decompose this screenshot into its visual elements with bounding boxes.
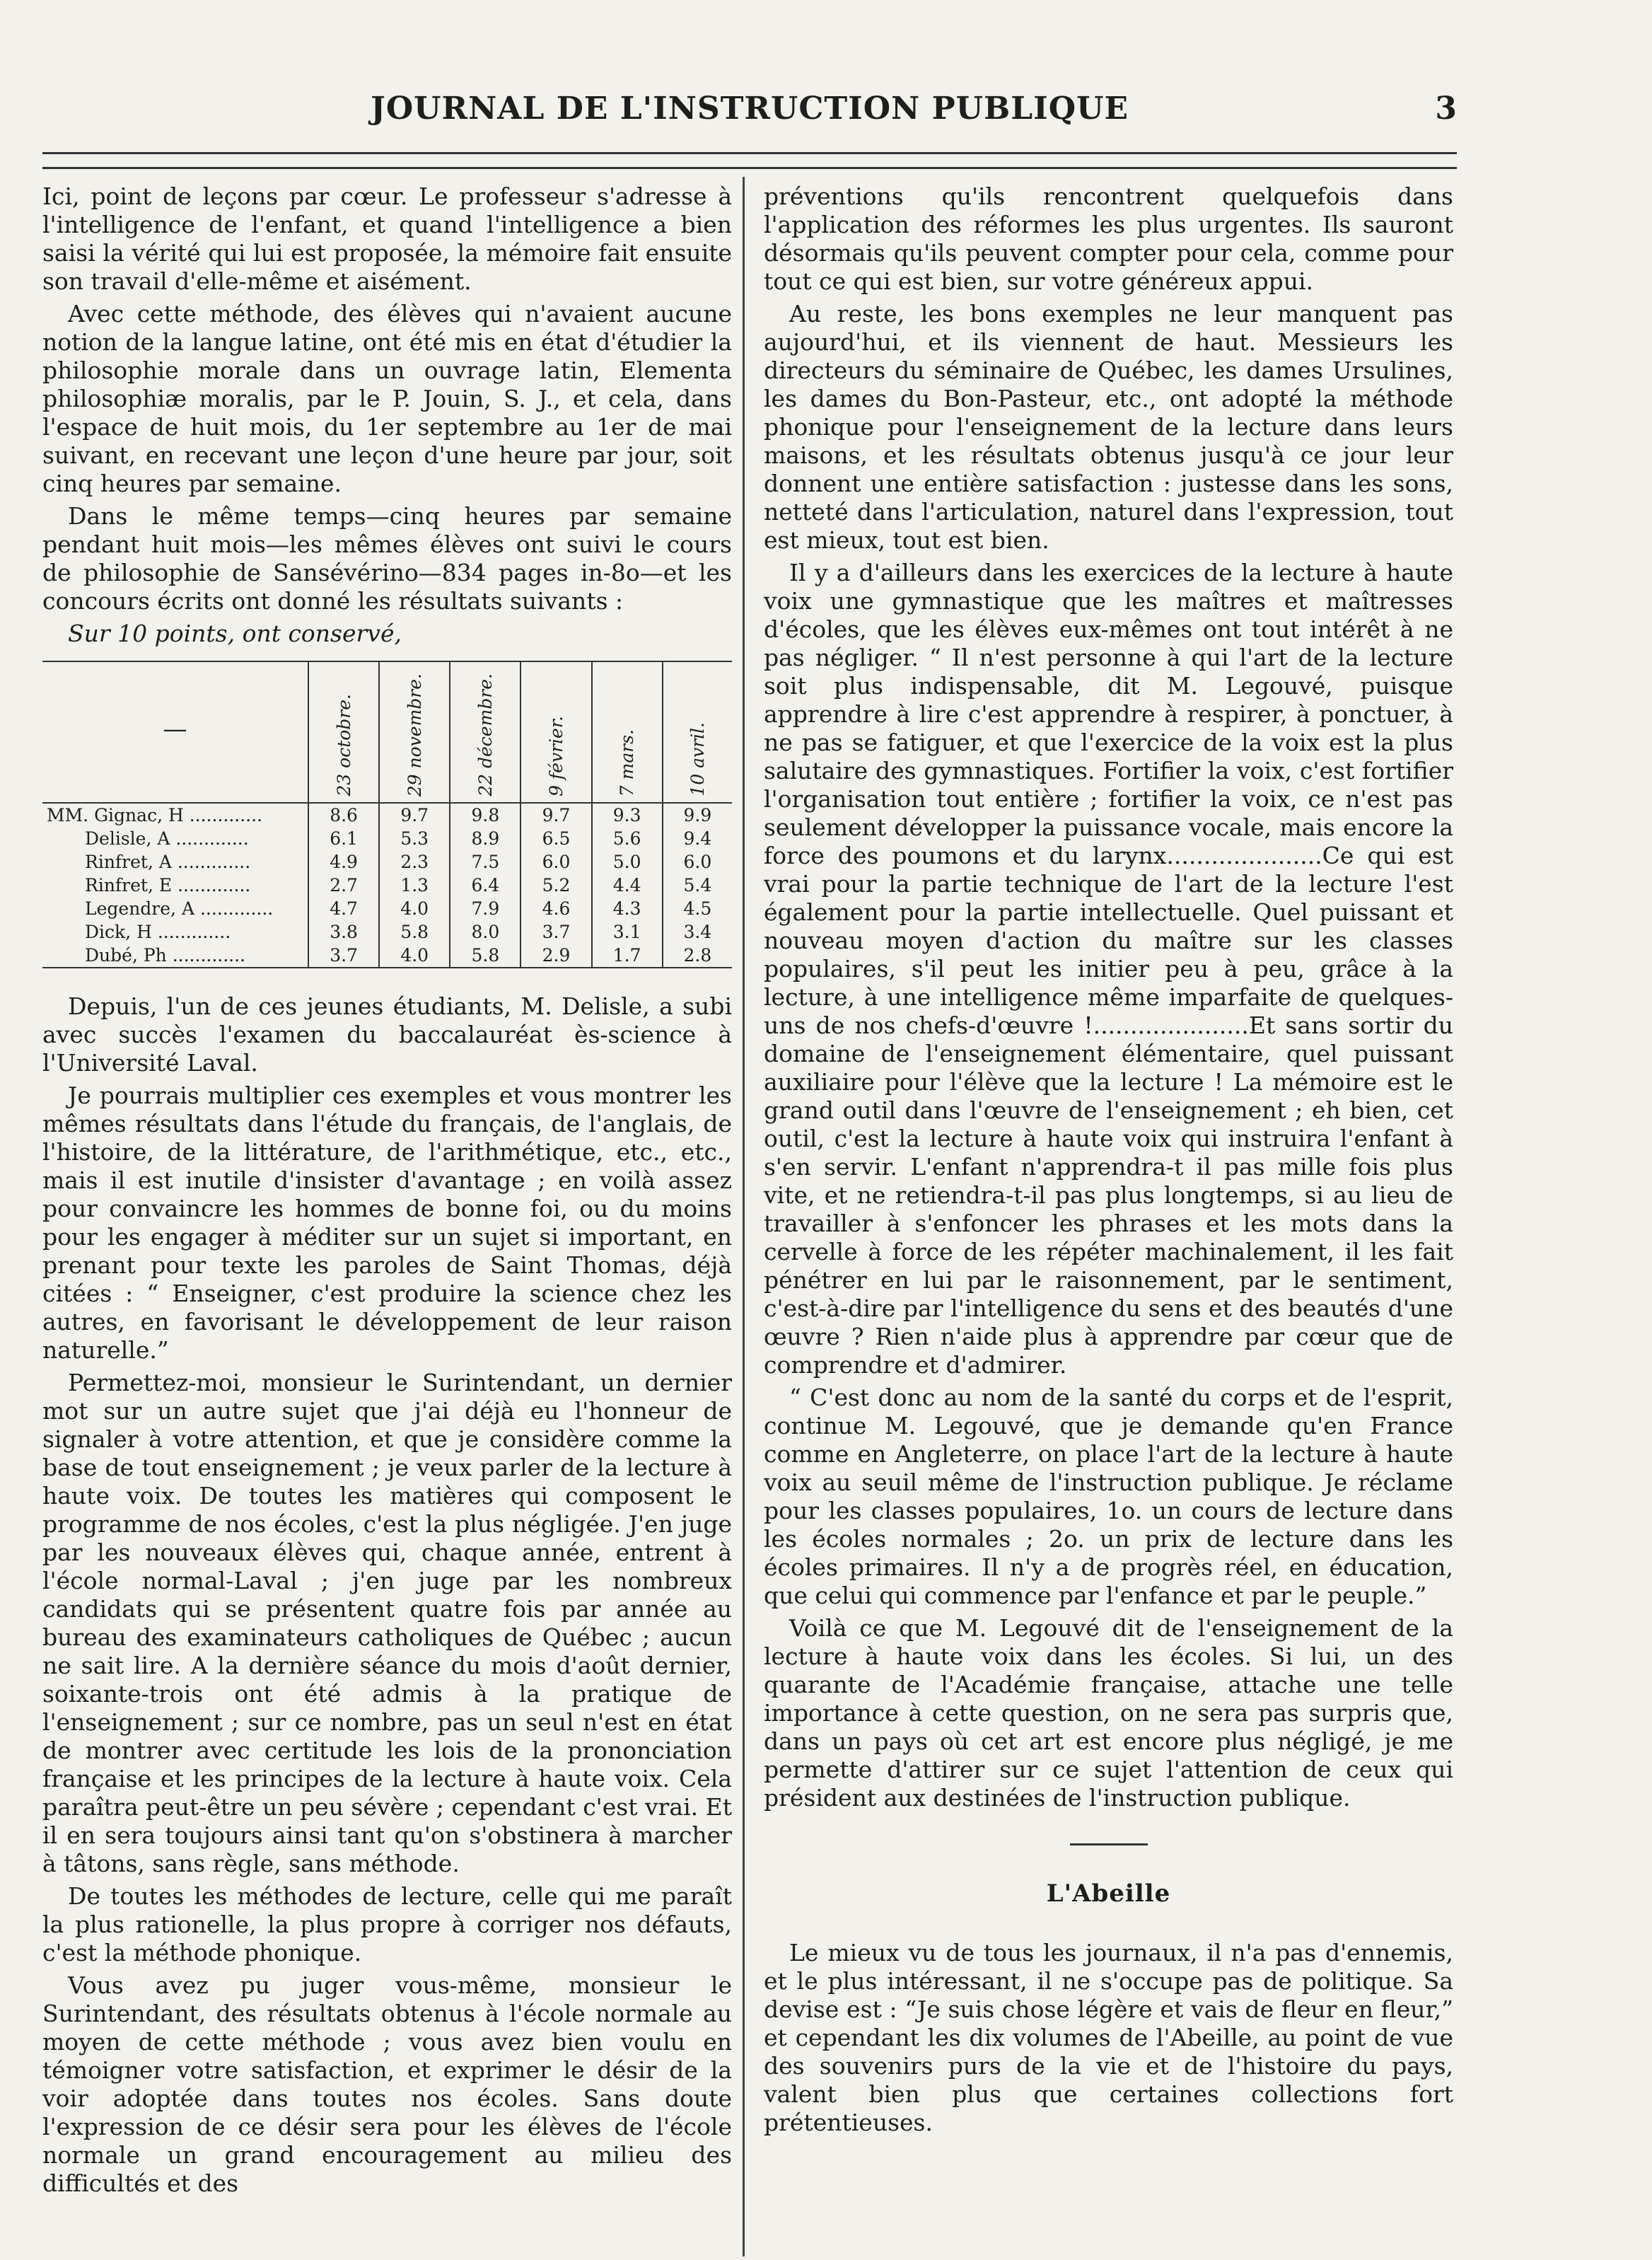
score-cell: 4.9 (308, 850, 379, 874)
date-header: 29 novembre. (379, 661, 450, 803)
table-row (42, 850, 732, 874)
score-cell: 4.0 (379, 944, 450, 968)
running-header (42, 91, 1457, 140)
student-name: Dubé, Ph ............. (42, 944, 308, 968)
paragraph: Depuis, l'un de ces jeunes étudiants, M. Delisle, a subi avec succès l'examen du baccalauréat ès-science à l'Université Laval. (42, 992, 732, 1077)
score-cell: 8.6 (308, 803, 379, 827)
results-table (42, 661, 732, 968)
table-row (42, 920, 732, 944)
page-number: 3 (1435, 91, 1457, 127)
date-header: 10 avril. (663, 661, 732, 803)
header-rule (42, 152, 1457, 154)
score-cell: 2.9 (520, 944, 591, 968)
date-header: 22 décembre. (450, 661, 520, 803)
score-cell: 7.9 (450, 897, 520, 920)
score-cell: 4.5 (663, 897, 732, 920)
paragraph: Dans le même temps—cinq heures par semaine pendant huit mois—les mêmes élèves ont suivi le cours de philosophie de Sansévérino—834 pages in-8o—et les concours écrits ont donné les résultats suivants : (42, 502, 732, 615)
score-cell: 4.4 (592, 874, 663, 897)
paragraph: Ici, point de leçons par cœur. Le professeur s'adresse à l'intelligence de l'enfant, et quand l'intelligence a bien saisi la vérité qui lui est proposée, la mémoire fait ensuite son travail d'elle-même et aisément. (42, 182, 732, 295)
date-header: 7 mars. (592, 661, 663, 803)
table-rubric: Sur 10 points, ont conservé, (68, 620, 402, 647)
score-cell: 6.0 (663, 850, 732, 874)
score-cell: 1.7 (592, 944, 663, 968)
score-cell: 1.3 (379, 874, 450, 897)
column-rule (743, 177, 745, 2256)
score-cell: 4.0 (379, 897, 450, 920)
score-cell: 6.0 (520, 850, 591, 874)
paragraph: Au reste, les bons exemples ne leur manquent pas aujourd'hui, et ils viennent de haut. Messieurs les directeurs du séminaire de Québec, les dames Ursulines, les dames du Bon-Pasteur, etc., ont adopté la méthode phonique pour l'enseignement de la lecture dans leurs maisons, et les résultats obtenus jusqu'à ce jour leur donnent une entière satisfaction : justesse dans les sons, netteté dans l'articulation, naturel dans l'expression, tout est mieux, tout est bien. (764, 300, 1453, 554)
score-cell: 9.3 (592, 803, 663, 827)
date-header: 23 octobre. (308, 661, 379, 803)
name-column-header: — (42, 661, 308, 803)
score-cell: 8.9 (450, 827, 520, 850)
score-cell: 2.7 (308, 874, 379, 897)
score-cell: 9.7 (520, 803, 591, 827)
score-cell: 9.9 (663, 803, 732, 827)
student-name: MM. Gignac, H ............. (47, 805, 263, 825)
score-cell: 3.7 (308, 944, 379, 968)
student-name: Legendre, A ............. (85, 898, 274, 919)
paragraph: Je pourrais multiplier ces exemples et vous montrer les mêmes résultats dans l'étude du français, de l'anglais, de l'histoire, de la littérature, de l'arithmétique, etc., etc., mais il est inutile d'insister d'avantage ; en voilà assez pour convaincre les hommes de bonne foi, ou du moins pour les engager à méditer sur un sujet si important, en prenant pour texte les paroles de Saint Thomas, déjà citées : “ Enseigner, c'est produire la science chez les autres, en favorisant le développement de leur raison naturelle.” (42, 1082, 732, 1364)
score-cell: 4.6 (520, 897, 591, 920)
table-row (42, 897, 732, 920)
student-name: Rinfret, A ............. (85, 852, 251, 872)
left-column (42, 182, 732, 2202)
score-cell: 9.4 (663, 827, 732, 850)
header-rule-secondary (42, 167, 1457, 169)
date-header: 9 février. (520, 661, 591, 803)
score-cell: 6.5 (520, 827, 591, 850)
paragraph: “ C'est donc au nom de la santé du corps et de l'esprit, continue M. Legouvé, que je demande qu'en France comme en Angleterre, on place l'art de la lecture à haute voix au seuil même de l'instruction publique. Je réclame pour les classes populaires, 1o. un cours de lecture dans les écoles normales ; 2o. un prix de lecture dans les écoles primaires. Il n'y a de progrès réel, en éducation, que celui qui commence par l'enfance et par le peuple.” (764, 1384, 1453, 1609)
score-cell: 5.2 (520, 874, 591, 897)
table-row (42, 874, 732, 897)
score-cell: 9.7 (379, 803, 450, 827)
score-cell: 6.4 (450, 874, 520, 897)
score-cell: 4.3 (592, 897, 663, 920)
paragraph: De toutes les méthodes de lecture, celle qui me paraît la plus rationelle, la plus propre à corriger nos défauts, c'est la méthode phonique. (42, 1882, 732, 1966)
paragraph: Vous avez pu juger vous-même, monsieur le Surintendant, des résultats obtenus à l'école normale au moyen de cette méthode ; vous avez bien voulu en témoigner votre satisfaction, et exprimer le désir de la voir adoptée dans toutes nos écoles. Sans doute l'expression de ce désir sera pour les élèves de l'école normale un grand encouragement au milieu des difficultés et des (42, 1971, 732, 2197)
table-row (42, 803, 732, 827)
score-cell: 3.7 (520, 920, 591, 944)
section-title: L'Abeille (1046, 1879, 1171, 1908)
right-column (764, 182, 1453, 2141)
score-cell: 3.8 (308, 920, 379, 944)
score-cell: 8.0 (450, 920, 520, 944)
table-row (42, 944, 732, 968)
student-name: Rinfret, E ............. (85, 875, 251, 896)
score-cell: 5.6 (592, 827, 663, 850)
paragraph: préventions qu'ils rencontrent quelquefois dans l'application des réformes les plus urgentes. Ils sauront désormais qu'ils peuvent compter pour cela, comme pour tout ce qui est bien, sur votre généreux appui. (764, 182, 1453, 295)
table-header-row (42, 661, 732, 803)
score-cell: 7.5 (450, 850, 520, 874)
student-name: Delisle, A ............. (85, 828, 249, 849)
score-cell: 4.7 (308, 897, 379, 920)
score-cell: 5.0 (592, 850, 663, 874)
score-cell: 3.1 (592, 920, 663, 944)
paragraph: Permettez-moi, monsieur le Surintendant, un dernier mot sur un autre sujet que j'ai déjà eu l'honneur de signaler à votre attention, et que je considère comme la base de tout enseignement ; je veux parler de la lecture à haute voix. De toutes les matières qui composent le programme de nos écoles, c'est la plus négligée. J'en juge par les nouveaux élèves qui, chaque année, entrent à l'école normal-Laval ; j'en juge par les nombreux candidats qui se présentent quatre fois par année au bureau des examinateurs catholiques de Québec ; aucun ne sait lire. A la dernière séance du mois d'août dernier, soixante-trois ont été admis à la pratique de l'enseignement ; sur ce nombre, pas un seul n'est en état de montrer avec certitude les lois de la prononciation française et les principes de la lecture à haute voix. Cela paraîtra peut-être un peu sévère ; cependant c'est vrai. Et il en sera toujours ainsi tant qu'on s'obstinera à marcher à tâtons, sans règle, sans méthode. (42, 1369, 732, 1877)
student-name: Dick, H ............. (85, 922, 231, 942)
section-divider (1070, 1843, 1148, 1845)
score-cell: 5.8 (450, 944, 520, 968)
table-row (42, 827, 732, 850)
paragraph: Le mieux vu de tous les journaux, il n'a pas d'ennemis, et le plus intéressant, il ne s'occupe pas de politique. Sa devise est : “Je suis chose légère et vais de fleur en fleur,” et cependant les dix volumes de l'Abeille, au point de vue des souvenirs purs de la vie et de l'histoire du pays, valent bien plus que certaines collections fort prétentieuses. (764, 1939, 1453, 2136)
paragraph: Il y a d'ailleurs dans les exercices de la lecture à haute voix une gymnastique que les maîtres et maîtresses d'écoles, que les élèves eux-mêmes ont tout intérêt à ne pas négliger. “ Il n'est personne à qui l'art de la lecture soit plus indispensable, dit M. Legouvé, puisque apprendre à lire c'est apprendre à respirer, à ponctuer, à ne pas se fatiguer, et que l'exercice de la voix est la plus salutaire des gymnastiques. Fortifier la voix, c'est fortifier l'organisation tout entière ; fortifier la voix, ce n'est pas seulement développer la puissance vocale, mais encore la force des poumons et du larynx.....................Ce qui est vrai pour la partie technique de l'art de la lecture l'est également pour la partie intellectuelle. Quel puissant et nouveau moyen d'action du maître sur les classes populaires, s'il peut les initier peu à peu, grâce à la lecture, à une intelligence même imparfaite de quelques-uns de nos chefs-d'œuvre !.....................Et sans sortir du domaine de l'enseignement élémentaire, quel puissant auxiliaire pour l'élève que la lecture ! La mémoire est le grand outil dans l'œuvre de l'enseignement ; eh bien, cet outil, c'est la lecture à haute voix qui instruira l'enfant à s'en servir. L'enfant n'apprendra-t il pas mille fois plus vite, et ne retiendra-t-il pas plus longtemps, si au lieu de travailler à s'enfoncer les phrases et les mots dans la cervelle à force de les répéter machinalement, il les fait pénétrer en lui par le raisonnement, par le sentiment, c'est-à-dire par l'intelligence du sens et des beautés d'une œuvre ? Rien n'aide plus à apprendre par cœur que de comprendre et d'admirer. (764, 559, 1453, 1379)
journal-title: JOURNAL DE L'INSTRUCTION PUBLIQUE (371, 91, 1129, 127)
paragraph: Voilà ce que M. Legouvé dit de l'enseignement de la lecture à haute voix dans les écoles. Si lui, un des quarante de l'Académie française, attache une telle importance à cette question, on ne sera pas surpris que, dans un pays où cet art est encore plus négligé, je me permette d'attirer sur ce sujet l'attention de ceux qui président aux destinées de l'instruction publique. (764, 1614, 1453, 1812)
score-cell: 2.8 (663, 944, 732, 968)
score-cell: 9.8 (450, 803, 520, 827)
score-cell: 2.3 (379, 850, 450, 874)
score-cell: 3.4 (663, 920, 732, 944)
score-cell: 5.3 (379, 827, 450, 850)
score-cell: 5.8 (379, 920, 450, 944)
score-cell: 5.4 (663, 874, 732, 897)
score-cell: 6.1 (308, 827, 379, 850)
paragraph: Avec cette méthode, des élèves qui n'avaient aucune notion de la langue latine, ont été mis en état d'étudier la philosophie morale dans un ouvrage latin, Elementa philosophiæ moralis, par le P. Jouin, S. J., et cela, dans l'espace de huit mois, du 1er septembre au 1er de mai suivant, en recevant une leçon d'une heure par jour, soit cinq heures par semaine. (42, 300, 732, 497)
